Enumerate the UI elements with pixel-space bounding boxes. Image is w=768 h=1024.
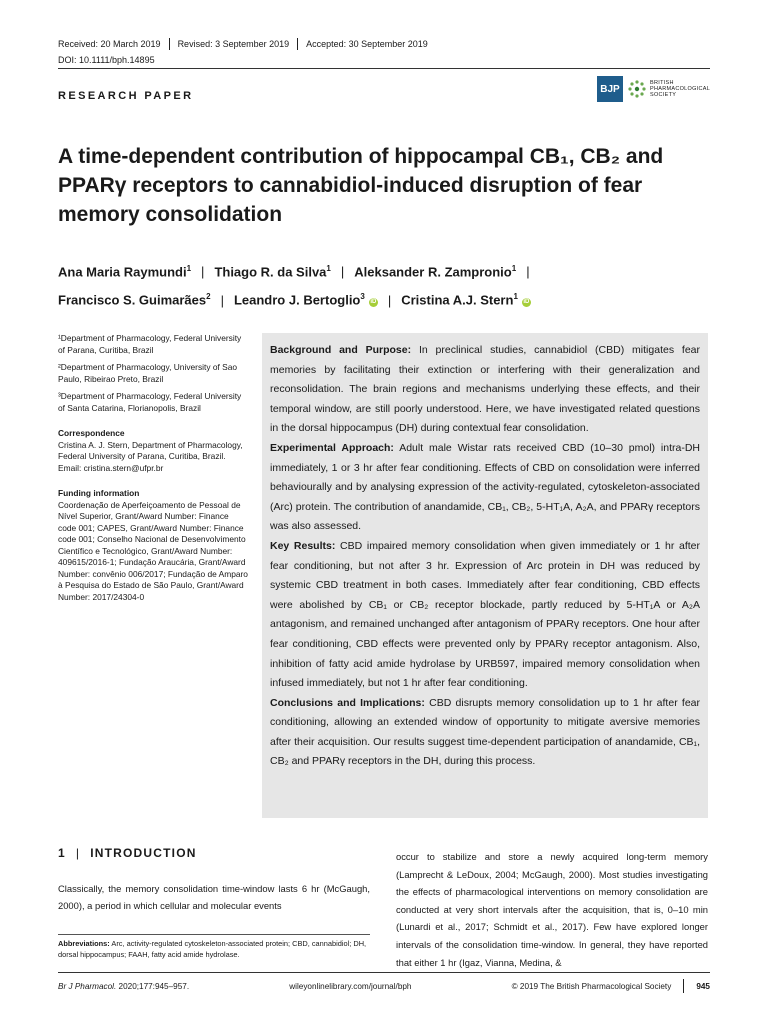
author-affiliation-mark: 2: [206, 292, 211, 302]
footnote-rule: [58, 934, 370, 935]
accepted-date: Accepted: 30 September 2019: [306, 39, 428, 49]
orcid-icon[interactable]: iD: [370, 298, 377, 305]
abstract-section-label: Experimental Approach:: [270, 441, 394, 454]
abbreviations-label: Abbreviations:: [58, 939, 110, 948]
author-affiliation-mark: 1: [186, 264, 192, 273]
funding-text: Coordenação de Aperfeiçoamento de Pessoal de Nível Superior, Grant/Award Number: Finance code 001; CAPES, Grant/Award Number: Finance code 001; Conselho Nacional de Desenvolvimento Científico e Tecnológico, Grant/Award Number: 409615/2016-1; Fundação Araucária, Grant/Award Number: convênio 006/2017; Fundação de Amparo à Pesquisa do Estado de São Paulo, Grant/Award Number: 2017/24304-0: [58, 499, 248, 602]
section-number: 1: [58, 846, 66, 860]
abstract-section-text: Adult male Wistar rats received CBD (10–30 pmol) intra-DH immediately, 1 or 3 hr after fear conditioning. Effects of CBD on consolidation were inferred behaviourally and by analysing expression of the activity-regulated, cytoskeleton-associated (Arc) protein. The contribution of anandamide, CB₁, CB₂, 5-HT₁A, A₂A, and PPARγ receptors was also assessed.: [270, 441, 700, 533]
bjp-logo: BJP: [597, 76, 623, 102]
abstract-section-label: Background and Purpose:: [270, 344, 412, 356]
journal-abbrev: Br J Pharmacol.: [58, 981, 117, 991]
abstract-section: [270, 439, 700, 537]
funding-heading: Funding information: [58, 488, 140, 498]
abbreviations-footnote: [58, 938, 370, 960]
orcid-icon[interactable]: iD: [523, 298, 530, 305]
society-emblem-icon: [627, 79, 647, 99]
abstract-section: [270, 537, 700, 694]
footer-right: [512, 979, 710, 993]
author-affiliation-mark: 3: [360, 292, 365, 302]
revised-date: Revised: 3 September 2019: [177, 39, 290, 49]
abbreviations-text: Arc, activity-regulated cytoskeleton-associated protein; CBD, cannabidiol; DH, dorsal hippocampus; FAAH, fatty acid amide hydrolase.: [58, 939, 367, 959]
author-separator: |: [201, 264, 205, 280]
abstract-section-label: Key Results:: [270, 539, 336, 552]
correspondence-heading: Correspondence: [58, 428, 125, 438]
journal-url[interactable]: wileyonlinelibrary.com/journal/bph: [289, 981, 412, 991]
affiliation-3: ³Department of Pharmacology, Federal University of Santa Catarina, Florianopolis, Brazil: [58, 391, 242, 413]
correspondence-email[interactable]: Email: cristina.stern@ufpr.br: [58, 462, 164, 473]
author-affiliation-mark: 1: [511, 264, 517, 273]
intro-left-column: Classically, the memory consolidation time-window lasts 6 hr (McGaugh, 2000), a period in which cellular and molecular events: [58, 883, 370, 911]
doi[interactable]: DOI: 10.1111/bph.14895: [58, 55, 155, 65]
header-rule: [58, 68, 710, 69]
abstract-section-text: CBD disrupts memory consolidation up to 1 hr after fear conditioning, allowing an extended window of opportunity to mitigate aversive memories after their acquisition. Our results suggest time-dependent participation of anandamide, CB₁, CB₂ and PPARγ receptors in the DH, during this process.: [270, 696, 701, 768]
author-name[interactable]: Cristina A.J. Stern: [401, 292, 514, 308]
author-separator: |: [387, 292, 392, 308]
intro-right-column: occur to stabilize and store a newly acquired long-term memory (Lamprecht & LeDoux, 2004; McGaugh, 2000). Most studies investigating the effects of pharmacological interventions on memory consolidation are conducted at very short intervals after the acquisition, that is, 0–10 min (Lunardi et al., 2017; Schmidt et al., 2017). Few have explored longer intervals of the consolidation time-window. In general, they have reported that either 1 hr (Igaz, Vianna, Medina, &: [396, 851, 708, 968]
article-type: RESEARCH PAPER: [58, 90, 194, 102]
page-footer: [58, 979, 710, 993]
copyright: © 2019 The British Pharmacological Society: [511, 981, 672, 991]
footer-citation: [58, 982, 189, 991]
correspondence-text: Cristina A. J. Stern, Department of Pharmacology, Federal University of Parana, Curitiba, Brazil.: [58, 439, 243, 461]
abstract-section-text: CBD impaired memory consolidation when given immediately or 1 hr after fear conditioning, but not after 3 hr. Expression of Arc protein in DH was reduced by systemic CBD treatment in both cases. Immediately after fear conditioning, CBD effects were abolished by CB₁ or CB₂ receptor blockade, partly reduced by 5-HT₁A or A₂A antagonism, and remained unchanged after antagonism of PPARγ receptors. One hour after fear conditioning, CBD effects were prevented only by PPARγ receptor antagonism. Also, inhibition of fatty acid amide hydrolase by URB597, impaired memory consolidation when infused immediately, but not 1 hr after fear conditioning.: [270, 539, 701, 690]
author-affiliation-mark: 1: [326, 264, 331, 273]
page-number: 945: [696, 981, 710, 991]
abstract-section: [270, 694, 700, 772]
author-name[interactable]: Francisco S. Guimarães: [58, 292, 207, 308]
article-dates: [58, 38, 428, 50]
article-sidebar: [58, 333, 248, 609]
abstract-section-label: Conclusions and Implications:: [270, 696, 425, 709]
date-separator: [169, 38, 170, 50]
society-name: BRITISH PHARMACOLOGICAL SOCIETY: [650, 80, 711, 98]
author-list: [58, 256, 708, 313]
article-title: A time-dependent contribution of hippocampal CB₁, CB₂ and PPARγ receptors to cannabidiol-induced disruption of fear memory consolidation: [58, 145, 664, 226]
author-separator: |: [526, 264, 530, 280]
affiliation-2: ²Department of Pharmacology, University of Sao Paulo, Ribeirao Preto, Brazil: [58, 362, 238, 384]
author-name[interactable]: Aleksander R. Zampronio: [354, 264, 512, 280]
abstract-section: [270, 341, 700, 439]
author-name[interactable]: Thiago R. da Silva: [214, 264, 327, 280]
volume-pages: 2020;177:945–957.: [118, 981, 190, 991]
abstract-box: [262, 333, 708, 818]
affiliation-1: ¹Department of Pharmacology, Federal University of Parana, Curitiba, Brazil: [58, 333, 242, 355]
author-name[interactable]: Ana Maria Raymundi: [58, 264, 187, 280]
section-heading: [58, 846, 197, 860]
author-separator: |: [220, 292, 224, 308]
section-title: INTRODUCTION: [90, 846, 197, 860]
author-name[interactable]: Leandro J. Bertoglio: [233, 292, 361, 308]
received-date: Received: 20 March 2019: [58, 39, 161, 49]
date-separator: [297, 38, 298, 50]
abstract-section-text: In preclinical studies, cannabidiol (CBD) mitigates fear memories by facilitating their extinction or interfering with their generalization and reconsolidation. The brain regions and mechanisms underlying these effects, and their temporal window, are still poorly understood. Here, we have investigated related questions in the dorsal hippocampus (DH) during contextual fear consolidation.: [270, 344, 701, 435]
journal-logo[interactable]: [597, 76, 710, 102]
footer-rule: [58, 972, 710, 973]
author-affiliation-mark: 1: [513, 292, 518, 302]
footer-separator: [683, 979, 684, 993]
section-separator: |: [75, 846, 81, 860]
author-separator: |: [340, 264, 345, 280]
